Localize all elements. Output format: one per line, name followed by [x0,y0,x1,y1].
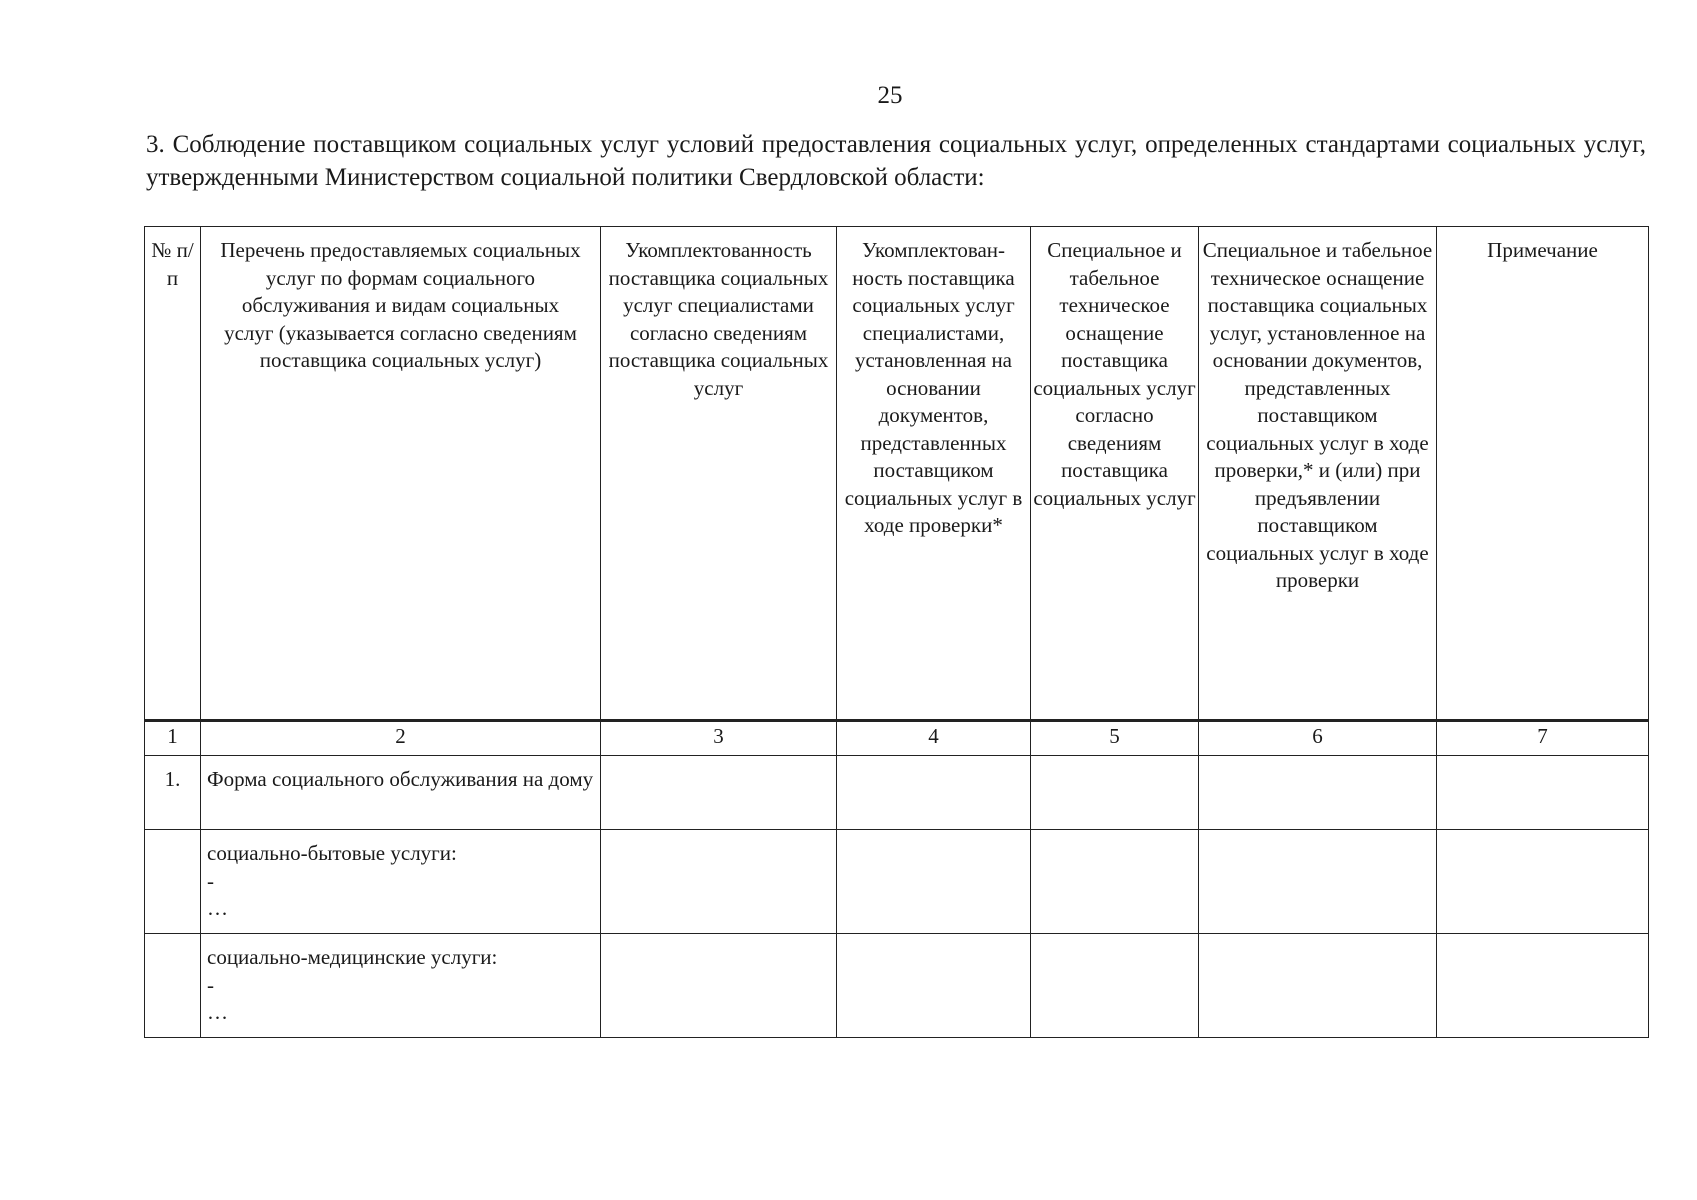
empty-cell[interactable] [1437,756,1649,830]
service-item-placeholder: - [207,868,214,893]
column-number-cell: 2 [201,721,601,756]
empty-cell[interactable] [1199,756,1437,830]
column-number-cell: 4 [837,721,1031,756]
empty-cell[interactable] [1199,934,1437,1038]
column-number-cell: 7 [1437,721,1649,756]
column-number-cell: 3 [601,721,837,756]
header-cell-number: № п/п [145,227,201,721]
column-number-cell: 6 [1199,721,1437,756]
empty-cell[interactable] [1031,756,1199,830]
section-heading: 3. Соблюдение поставщиком социальных услуг условий предоставления социальных услуг, определенных стандартами социальных услуг, утвержденными Министерством социальной политики Свердловской области: [146,131,1646,191]
empty-cell[interactable] [837,756,1031,830]
empty-cell[interactable] [1199,830,1437,934]
row-number-cell [145,830,201,934]
service-item-ellipsis: … [207,1000,228,1024]
standards-compliance-table [144,226,1649,1038]
header-cell-equipment-declared: Специальное и табельное техническое оснащение поставщика социальных услуг согласно сведениям поставщика социальных услуг [1031,227,1199,721]
service-item-ellipsis: … [207,896,228,920]
header-cell-staffing-verified: Укомплектован-ность поставщика социальных услуг специалистами, установленная на основании документов, представленных поставщиком социальных услуг в ходе проверки* [837,227,1031,721]
row-number-cell: 1. [145,756,201,830]
service-category-label: социально-бытовые услуги: [207,841,457,865]
table-row [145,934,1649,1038]
page-number: 25 [877,82,903,109]
service-item-placeholder: - [207,972,214,997]
empty-cell[interactable] [837,934,1031,1038]
empty-cell[interactable] [601,756,837,830]
column-number-cell: 1 [145,721,201,756]
service-category-label: социально-медицинские услуги: [207,945,498,969]
service-form-cell: Форма социального обслуживания на дому [201,756,601,830]
row-number-cell [145,934,201,1038]
header-cell-note: Примечание [1437,227,1649,721]
column-number-cell: 5 [1031,721,1199,756]
empty-cell[interactable] [1437,934,1649,1038]
empty-cell[interactable] [837,830,1031,934]
table-row [145,830,1649,934]
empty-cell[interactable] [1437,830,1649,934]
table-row [145,756,1649,830]
header-cell-services-list: Перечень предоставляемых социальных услуг по формам социального обслуживания и видам социальных услуг (указывается согласно сведениям поставщика социальных услуг) [201,227,601,721]
service-category-cell [201,934,601,1038]
empty-cell[interactable] [601,934,837,1038]
table-header-row [145,227,1649,721]
empty-cell[interactable] [601,830,837,934]
header-cell-staffing-declared: Укомплектованность поставщика социальных услуг специалистами согласно сведениям поставщика социальных услуг [601,227,837,721]
empty-cell[interactable] [1031,934,1199,1038]
header-cell-equipment-verified: Специальное и табельное техническое оснащение поставщика социальных услуг, установленное на основании документов, представленных поставщиком социальных услуг в ходе проверки,* и (или) при предъявлении поставщиком социальных услуг в ходе проверки [1199,227,1437,721]
empty-cell[interactable] [1031,830,1199,934]
column-number-row [145,721,1649,756]
service-category-cell [201,830,601,934]
